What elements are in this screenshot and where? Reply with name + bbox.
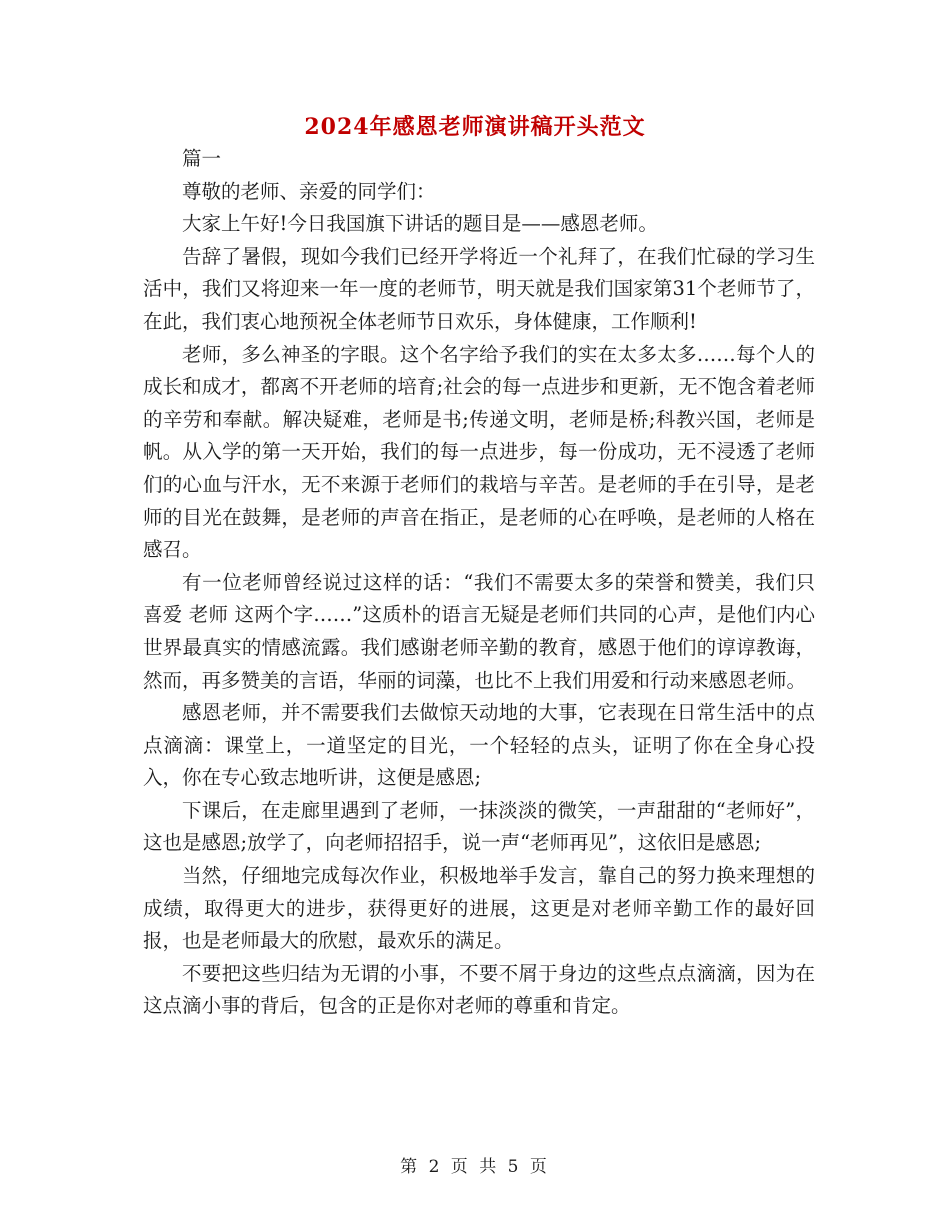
paragraph: 有一位老师曾经说过这样的话：“我们不需要太多的荣誉和赞美，我们只喜爱 老师 这两个字……”这质朴的语言无疑是老师们共同的心声，是他们内心世界最真实的情感流露。我们感谢老师辛勤的教育，感恩于他们的谆谆教诲，然而，再多赞美的言语，华丽的词藻，也比不上我们用爱和行动来感恩老师。 [143,570,815,692]
document-title: 2024年感恩老师演讲稿开头范文 [304,114,646,140]
paragraph-heading: 篇一 [182,147,222,170]
paragraph: 下课后，在走廊里遇到了老师，一抹淡淡的微笑，一声甜甜的“老师好”，这也是感恩;放学了，向老师招招手，说一声“老师再见”，这依旧是感恩; [143,798,815,855]
paragraph: 不要把这些归结为无谓的小事，不要不屑于身边的这些点点滴滴，因为在这点滴小事的背后，包含的正是你对老师的尊重和肯定。 [143,961,815,1018]
document-body [143,143,815,1023]
paragraph: 感恩老师，并不需要我们去做惊天动地的大事，它表现在日常生活中的点点滴滴：课堂上，一道坚定的目光，一个轻轻的点头，证明了你在全身心投入，你在专心致志地听讲，这便是感恩; [143,701,815,790]
paragraph: 老师，多么神圣的字眼。这个名字给予我们的实在太多太多……每个人的成长和成才，都离不开老师的培育;社会的每一点进步和更新，无不饱含着老师的辛劳和奉献。解决疑难，老师是书;传递文明，老师是桥;科教兴国，老师是帆。从入学的第一天开始，我们的每一点进步，每一份成功，无不浸透了老师们的心血与汗水，无不来源于老师们的栽培与辛苦。是老师的手在引导，是老师的目光在鼓舞，是老师的声音在指正，是老师的心在呼唤，是老师的人格在感召。 [143,342,815,562]
paragraph-greeting: 尊敬的老师、亲爱的同学们： [182,179,436,203]
page-number-footer: 第 2 页 共 5 页 [400,1157,550,1177]
paragraph-opening: 大家上午好!今日我国旗下讲话的题目是——感恩老师。 [182,212,658,236]
paragraph: 告辞了暑假，现如今我们已经开学将近一个礼拜了，在我们忙碌的学习生活中，我们又将迎来一年一度的老师节，明天就是我们国家第31个老师节了，在此，我们衷心地预祝全体老师节日欢乐，身体健康，工作顺利! [143,244,815,333]
paragraph: 当然，仔细地完成每次作业，积极地举手发言，靠自己的努力换来理想的成绩，取得更大的进步，获得更好的进展，这更是对老师辛勤工作的最好回报，也是老师最大的欣慰，最欢乐的满足。 [143,864,815,953]
